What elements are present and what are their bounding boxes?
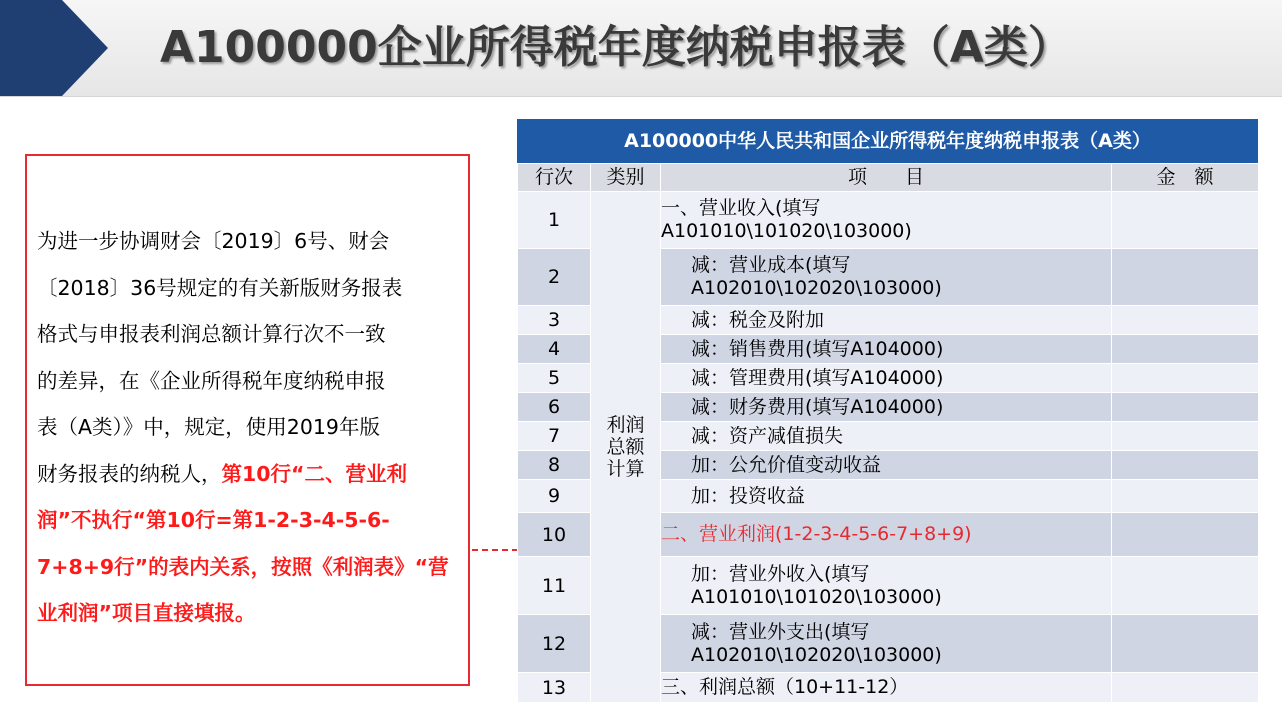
row-number: 12 (518, 615, 591, 673)
note-line: 为进一步协调财会〔2019〕6号、财会 (37, 229, 390, 253)
amount-cell[interactable] (1112, 335, 1259, 364)
row-item: 加：营业外收入(填写 A101010\101020\103000) (661, 557, 1112, 615)
table-row (518, 192, 1259, 249)
note-line: 的差异，在《企业所得税年度纳税申报 (37, 368, 386, 393)
row-number: 1 (518, 192, 591, 249)
form-title: A100000中华人民共和国企业所得税年度纳税申报表（A类） (517, 119, 1258, 163)
note-line: 表（A类）》中，规定，使用2019年版 (37, 415, 380, 439)
amount-cell[interactable] (1112, 364, 1259, 393)
amount-cell[interactable] (1112, 557, 1259, 615)
row-item: 减：营业外支出(填写 A102010\102020\103000) (661, 615, 1112, 673)
amount-cell[interactable] (1112, 249, 1259, 306)
amount-cell[interactable] (1112, 513, 1259, 557)
row-item: 三、利润总额（10+11-12） (661, 673, 1112, 703)
row-item: 二、营业利润(1-2-3-4-5-6-7+8+9) (661, 513, 1112, 557)
chevron-right-icon (0, 0, 110, 96)
amount-cell[interactable] (1112, 422, 1259, 451)
row-item: 减：税金及附加 (661, 306, 1112, 335)
row-item: 减：资产减值损失 (661, 422, 1112, 451)
header-row-no: 行次 (518, 164, 591, 192)
row-item: 减：财务费用(填写A104000) (661, 393, 1112, 422)
row-number: 7 (518, 422, 591, 451)
amount-cell[interactable] (1112, 480, 1259, 513)
row-number: 4 (518, 335, 591, 364)
amount-cell[interactable] (1112, 306, 1259, 335)
amount-cell[interactable] (1112, 615, 1259, 673)
note-highlight: 第10行“二、营业利润”不执行“第10行=第1-2-3-4-5-6-7+8+9行”的表内关系，按照《利润表》“营业利润”项目直接填报。 (37, 461, 449, 625)
header-band (0, 0, 1282, 97)
row-item: 加：投资收益 (661, 480, 1112, 513)
category-cell (591, 192, 661, 703)
amount-cell[interactable] (1112, 673, 1259, 703)
row-number: 13 (518, 673, 591, 703)
note-text (37, 218, 459, 637)
amount-cell[interactable] (1112, 192, 1259, 249)
row-number: 8 (518, 451, 591, 480)
amount-cell[interactable] (1112, 451, 1259, 480)
header-item: 项 目 (661, 164, 1112, 192)
row-item: 减：营业成本(填写 A102010\102020\103000) (661, 249, 1112, 306)
note-line: 财务报表的纳税人， (37, 461, 222, 486)
row-number: 2 (518, 249, 591, 306)
form-grid (517, 163, 1259, 703)
row-number: 6 (518, 393, 591, 422)
page-title: A100000企业所得税年度纳税申报表（A类） (160, 22, 1072, 73)
header-amount: 金 额 (1112, 164, 1259, 192)
category-label: 利润 总额 计算 (606, 414, 645, 480)
row-item: 减：销售费用(填写A104000) (661, 335, 1112, 364)
row-number: 9 (518, 480, 591, 513)
note-line: 格式与申报表利润总额计算行次不一致 (37, 322, 386, 346)
row-number: 5 (518, 364, 591, 393)
row-number: 3 (518, 306, 591, 335)
row-item: 一、营业收入(填写 A101010\101020\103000) (661, 192, 1112, 249)
row-item: 减：管理费用(填写A104000) (661, 364, 1112, 393)
header-category: 类别 (591, 164, 661, 192)
row-item: 加：公允价值变动收益 (661, 451, 1112, 480)
row-number: 11 (518, 557, 591, 615)
amount-cell[interactable] (1112, 393, 1259, 422)
row-number: 10 (518, 513, 591, 557)
tax-form-table (517, 119, 1258, 703)
note-box (25, 154, 470, 686)
note-line: 〔2018〕36号规定的有关新版财务报表 (37, 275, 403, 300)
header-row (518, 164, 1259, 192)
